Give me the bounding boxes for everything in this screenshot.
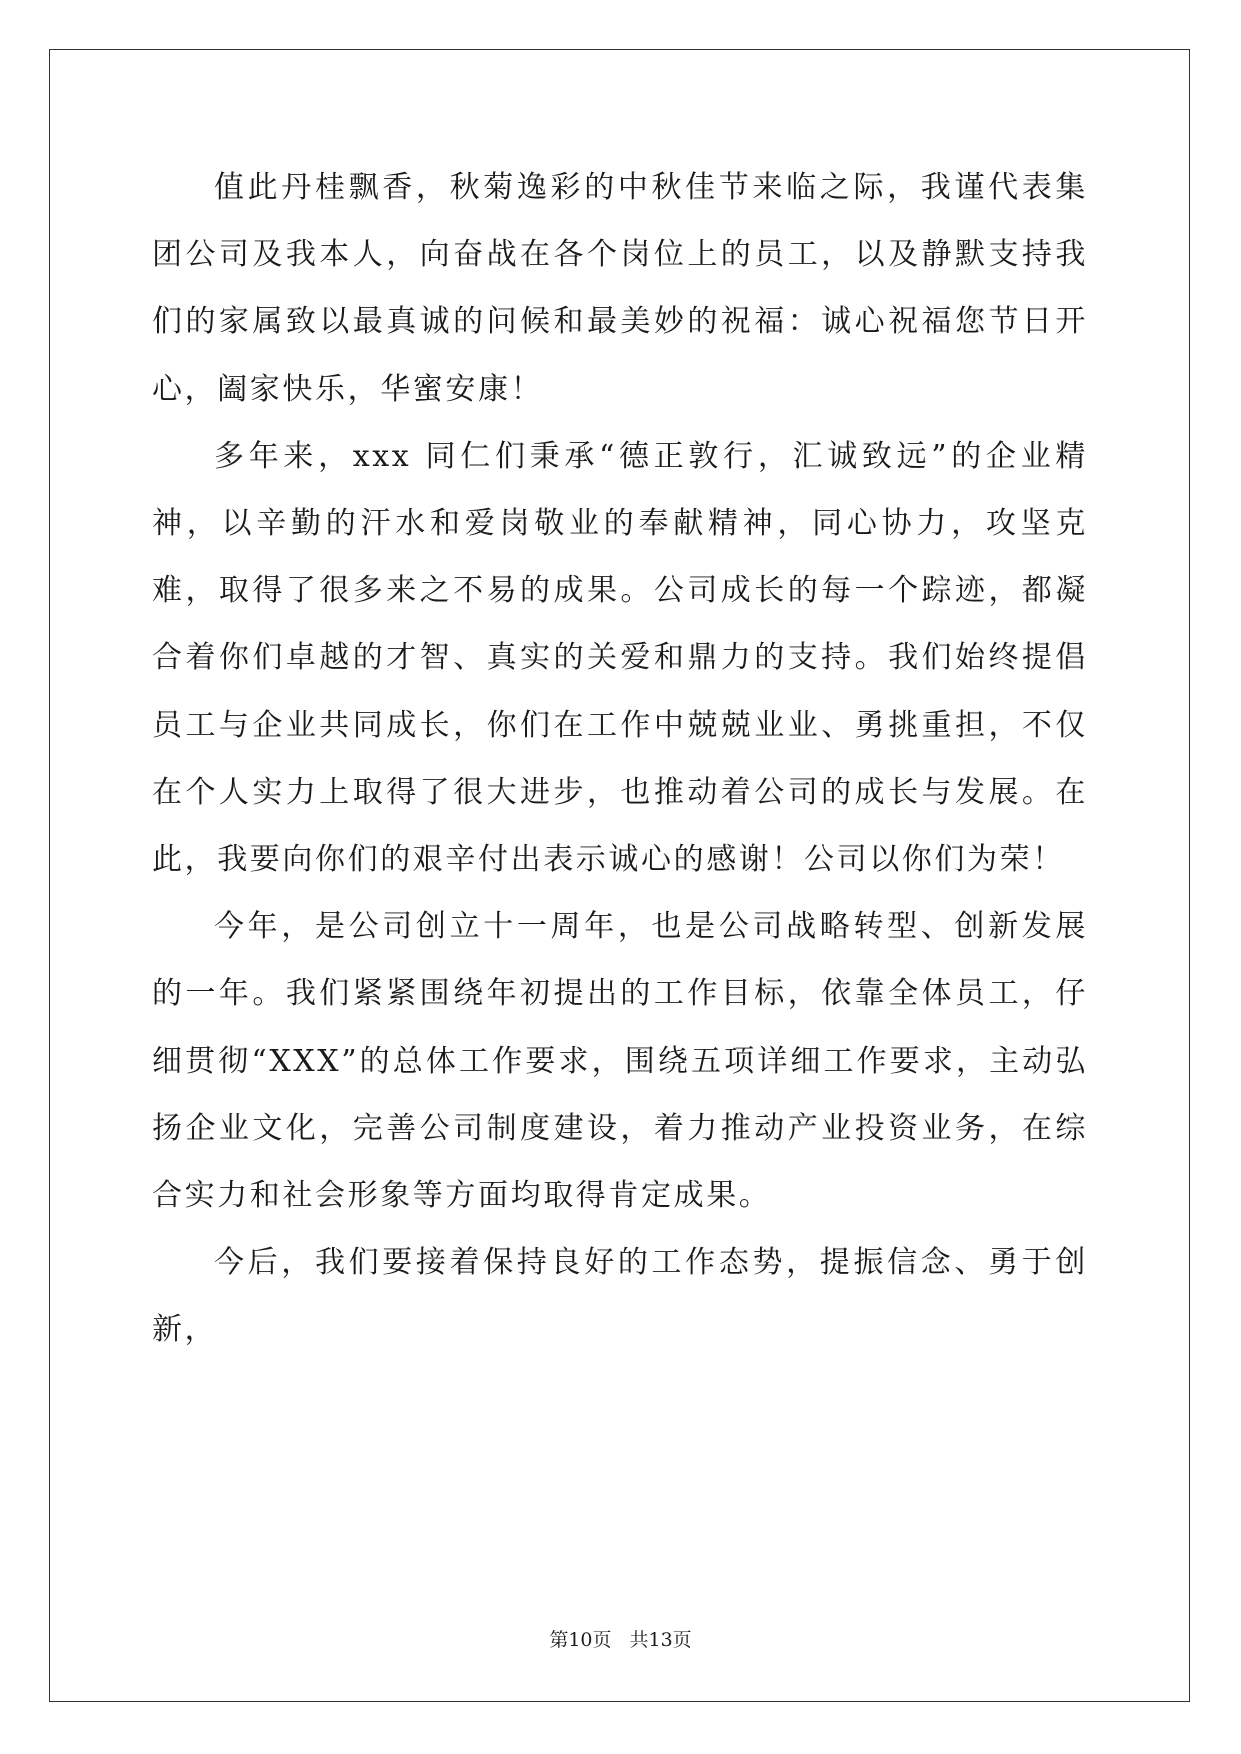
paragraph-3: 今年，是公司创立十一周年，也是公司战略转型、创新发展的一年。我们紧紧围绕年初提出的工作目标，依靠全体员工，仔细贯彻“XXX”的总体工作要求，围绕五项详细工作要求，主动弘扬企业文化，完善公司制度建设，着力推动产业投资业务，在综合实力和社会形象等方面均取得肯定成果。 (152, 909, 1088, 1214)
paragraph-4: 今后，我们要接着保持良好的工作态势，提振信念、勇于创新， (152, 1245, 1088, 1348)
page-number: 第10页 (549, 1629, 612, 1651)
paragraph-2: 多年来，xxx 同仁们秉承“德正敦行，汇诚致远”的企业精神，以辛勤的汗水和爱岗敬业的奉献精神，同心协力，攻坚克难，取得了很多来之不易的成果。公司成长的每一个踪迹，都凝合着你们卓越的才智、真实的关爱和鼎力的支持。我们始终提倡员工与企业共同成长，你们在工作中兢兢业业、勇挑重担，不仅在个人实力上取得了很大进步，也推动着公司的成长与发展。在此，我要向你们的艰辛付出表示诚心的感谢！公司以你们为荣！ (152, 438, 1088, 878)
page-total: 共13页 (629, 1629, 692, 1651)
document-body (152, 154, 1088, 1364)
paragraph-1: 值此丹桂飘香，秋菊逸彩的中秋佳节来临之际，我谨代表集团公司及我本人，向奋战在各个岗位上的员工，以及静默支持我们的家属致以最真诚的问候和最美妙的祝福：诚心祝福您节日开心，阖家快乐，华蜜安康！ (152, 170, 1088, 407)
page-footer (0, 1628, 1241, 1652)
